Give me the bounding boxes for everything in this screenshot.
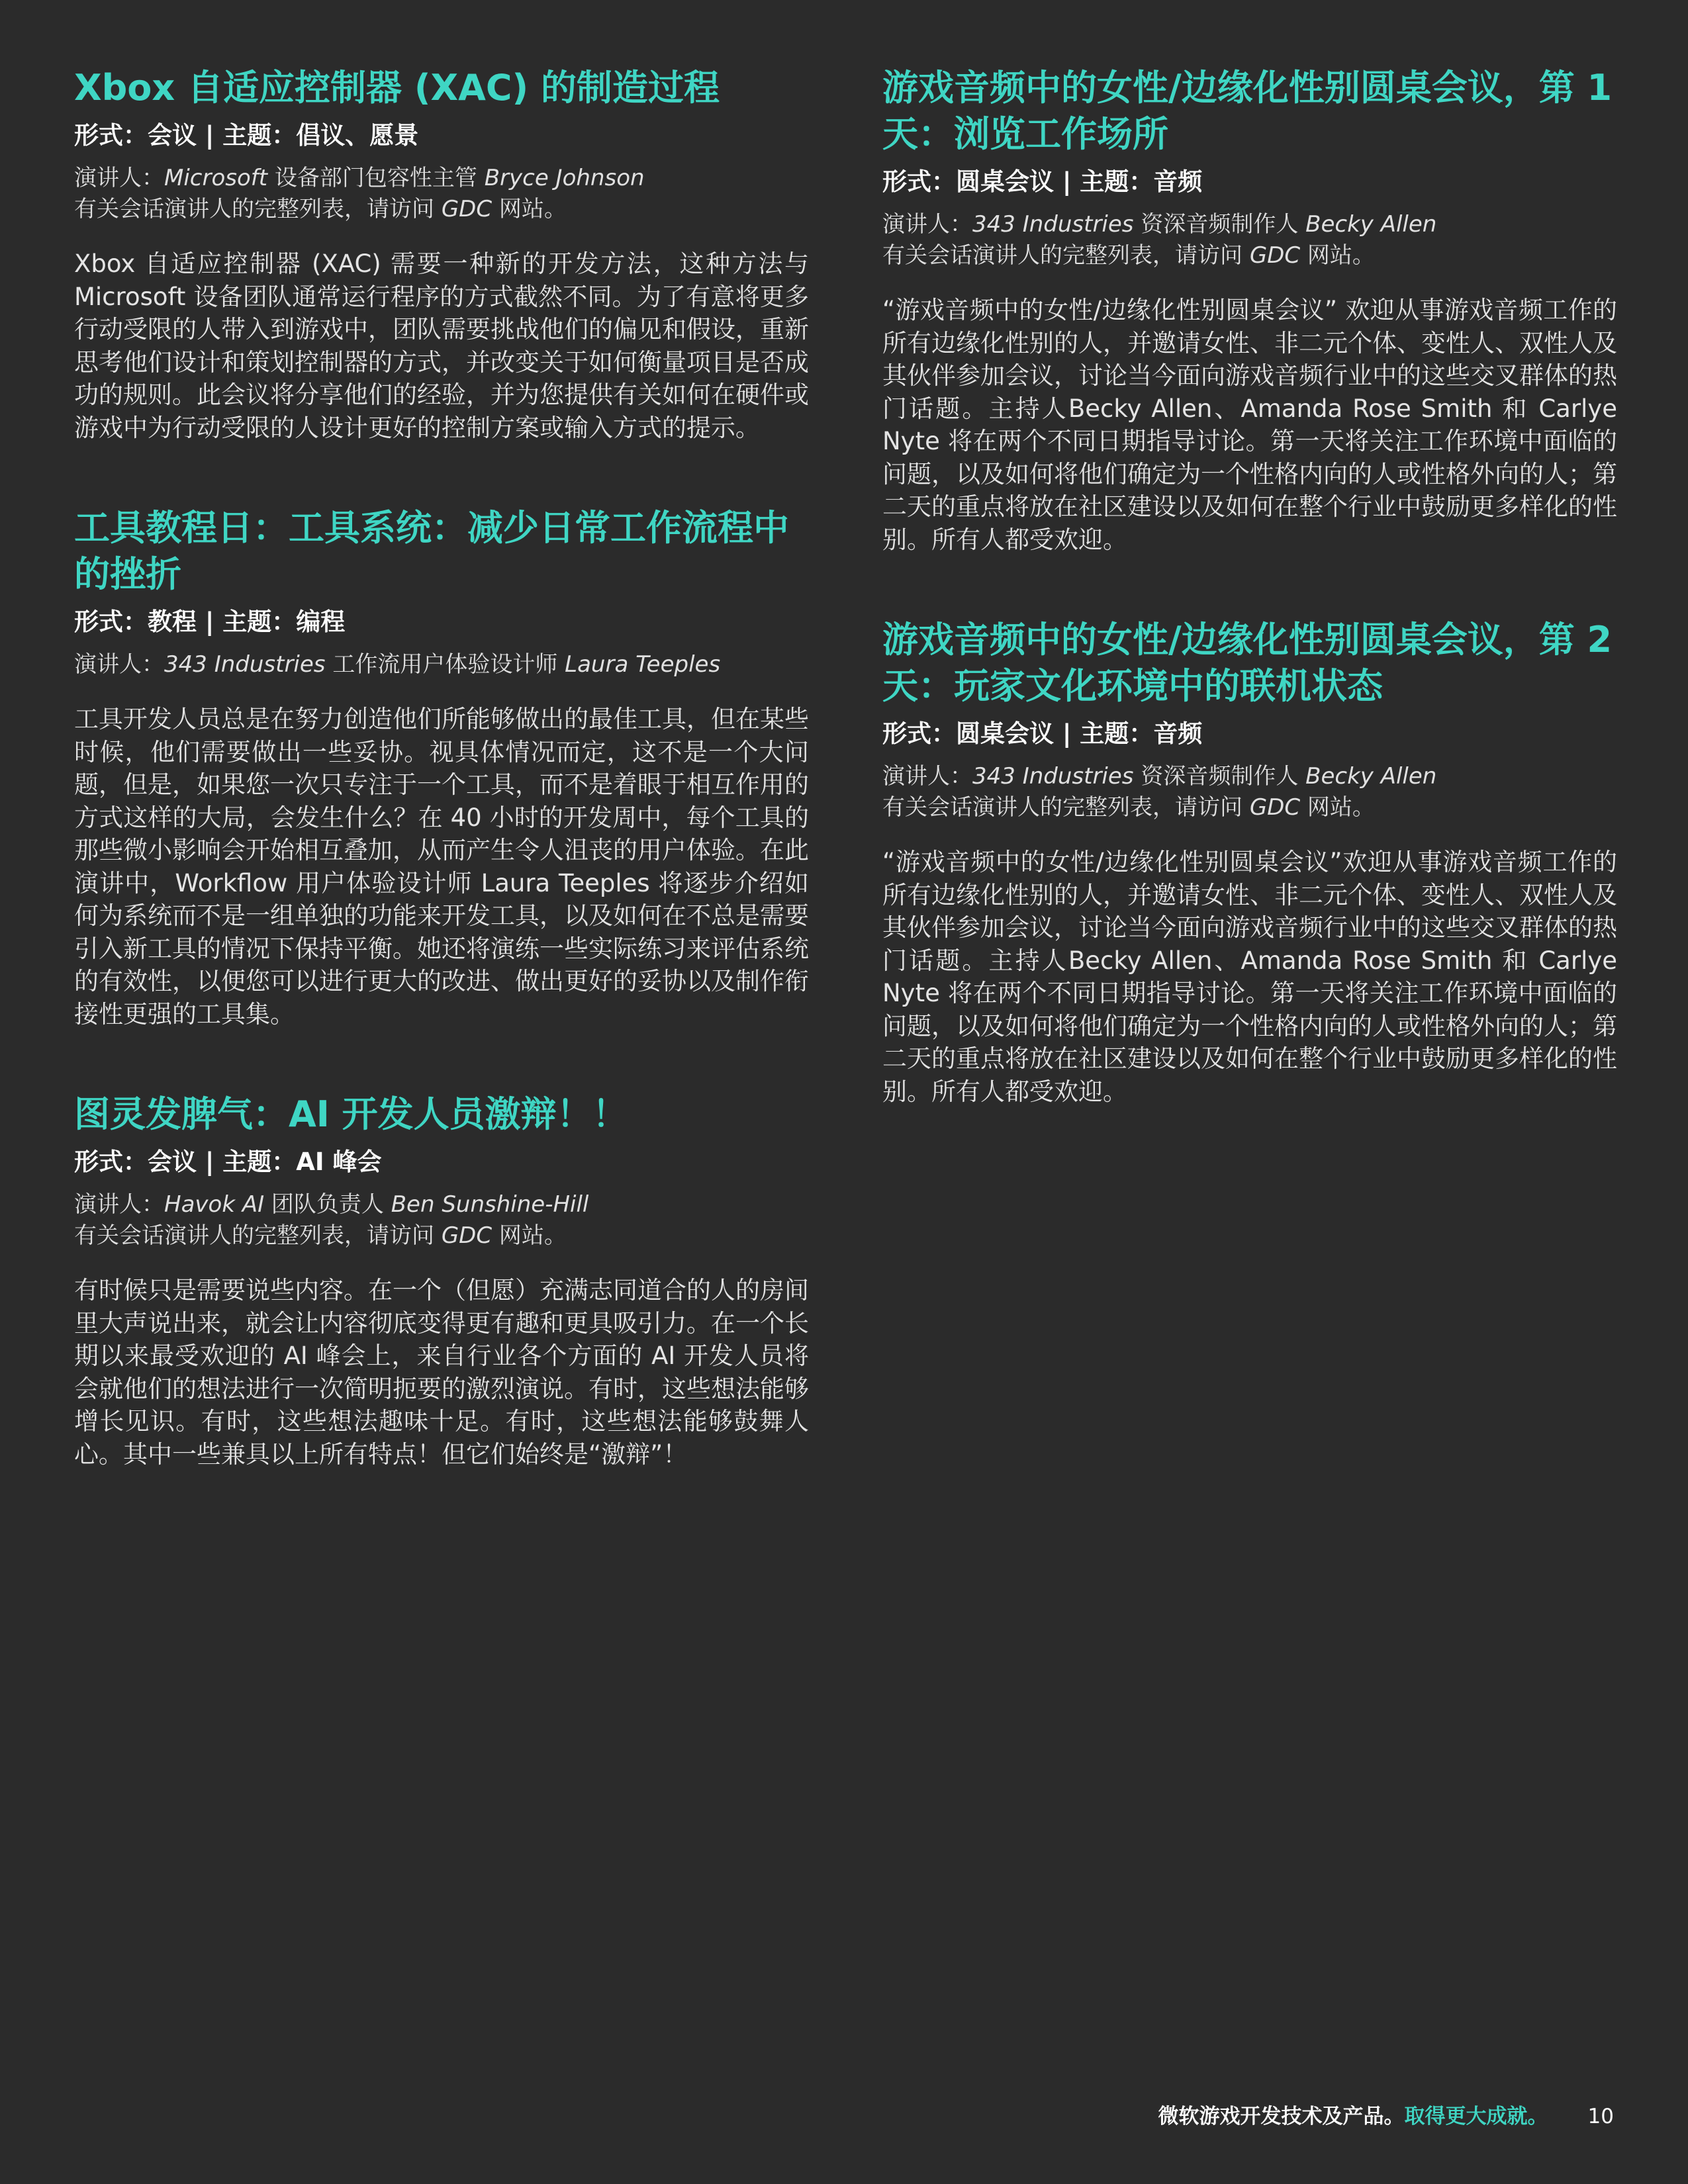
speaker-label: 演讲人： <box>882 211 972 238</box>
footer-tagline: 取得更大成就。 <box>1404 2105 1548 2128</box>
left-column <box>74 65 809 1531</box>
speaker-note-pre: 有关会话演讲人的完整列表，请访问 <box>74 1222 442 1249</box>
session-meta: 形式：圆桌会议 | 主题：音频 <box>882 719 1203 748</box>
speaker-role: 设备部门包容性主管 <box>267 165 485 191</box>
speaker-note <box>74 1220 809 1251</box>
session-tools <box>74 505 809 1030</box>
session-description: “游戏音频中的女性/边缘化性别圆桌会议” 欢迎从事游戏音频工作的所有边缘化性别的人，并邀请女性、非二元个体、变性人、双性人及其伙伴参加会议，讨论当今面向游戏音频行业中的这些交叉群体的热门话题。主持人Becky Allen、Amanda Rose Smith 和 Carlye Nyte 将在两个不同日期指导讨论。第一天将关注工作环境中面临的问题，以及如何将他们确定为一个性格内向的人或性格外向的人；第二天的重点将放在社区建设以及如何在整个行业中鼓励更多样化的性别。所有人都受欢迎。 <box>882 296 1617 554</box>
session-xac <box>74 65 809 444</box>
session-meta: 形式：会议 | 主题：AI 峰会 <box>74 1148 382 1176</box>
speaker-org: 343 Industries <box>972 763 1134 790</box>
session-meta: 形式：圆桌会议 | 主题：音频 <box>882 167 1203 196</box>
gdc-link[interactable]: GDC <box>1249 242 1301 269</box>
speaker-role: 资深音频制作人 <box>1133 763 1306 790</box>
session-audio-day-1 <box>882 65 1617 556</box>
speaker-note-post: 网站。 <box>1300 794 1375 821</box>
speaker-note <box>74 194 809 225</box>
gdc-link[interactable]: GDC <box>1249 794 1301 821</box>
session-title: 工具教程日：工具系统：减少日常工作流程中的挫折 <box>74 507 789 595</box>
speaker-label: 演讲人： <box>882 763 972 790</box>
speaker-org: 343 Industries <box>164 651 326 678</box>
speaker-name: Laura Teeples <box>565 651 721 678</box>
session-title: Xbox 自适应控制器 (XAC) 的制造过程 <box>74 67 720 109</box>
gdc-link[interactable]: GDC <box>441 1222 492 1249</box>
speaker-note-post: 网站。 <box>492 1222 567 1249</box>
speaker-role: 资深音频制作人 <box>1133 211 1306 238</box>
speaker-org: Microsoft <box>164 165 268 191</box>
footer-brand: 微软游戏开发技术及产品。 <box>1158 2105 1405 2128</box>
session-meta: 形式：教程 | 主题：编程 <box>74 608 346 636</box>
session-title: 游戏音频中的女性/边缘化性别圆桌会议，第 2 天：玩家文化环境中的联机状态 <box>882 619 1613 707</box>
speaker-line <box>74 649 809 680</box>
session-description: Xbox 自适应控制器 (XAC) 需要一种新的开发方法，这种方法与 Microsoft 设备团队通常运行程序的方式截然不同。为了有意将更多行动受限的人带入到游戏中，团队需要挑战他们的偏见和假设，重新思考他们设计和策划控制器的方式，并改变关于如何衡量项目是否成功的规则。此会议将分享他们的经验，并为您提供有关如何在硬件或游戏中为行动受限的人设计更好的控制方案或输入方式的提示。 <box>74 250 809 442</box>
speaker-note-post: 网站。 <box>1300 242 1375 269</box>
speaker-line <box>74 1189 809 1220</box>
session-title: 图灵发脾气：AI 开发人员激辩！！ <box>74 1093 628 1135</box>
session-description: 工具开发人员总是在努力创造他们所能够做出的最佳工具，但在某些时候，他们需要做出一些妥协。视具体情况而定，这不是一个大问题，但是，如果您一次只专注于一个工具，而不是着眼于相互作用的方式这样的大局，会发生什么？在 40 小时的开发周中，每个工具的那些微小影响会开始相互叠加，从而产生令人沮丧的用户体验。在此演讲中，Workflow 用户体验设计师 Laura Teeples 将逐步介绍如何为系统而不是一组单独的功能来开发工具，以及如何在不总是需要引入新工具的情况下保持平衡。她还将演练一些实际练习来评估系统的有效性，以便您可以进行更大的改进、做出更好的妥协以及制作衔接性更强的工具集。 <box>74 705 809 1028</box>
speaker-role: 工作流用户体验设计师 <box>325 651 565 678</box>
session-description: “游戏音频中的女性/边缘化性别圆桌会议”欢迎从事游戏音频工作的所有边缘化性别的人，并邀请女性、非二元个体、变性人、双性人及其伙伴参加会议，讨论当今面向游戏音频行业中的这些交叉群体的热门话题。主持人Becky Allen、Amanda Rose Smith 和 Carlye Nyte 将在两个不同日期指导讨论。第一天将关注工作环境中面临的问题，以及如何将他们确定为一个性格内向的人或性格外向的人；第二天的重点将放在社区建设以及如何在整个行业中鼓励更多样化的性别。所有人都受欢迎。 <box>882 848 1617 1106</box>
page-footer <box>1158 2102 1614 2131</box>
speaker-block <box>74 1189 809 1251</box>
session-title: 游戏音频中的女性/边缘化性别圆桌会议，第 1 天：浏览工作场所 <box>882 67 1613 155</box>
speaker-name: Bryce Johnson <box>484 165 645 191</box>
speaker-name: Becky Allen <box>1305 211 1437 238</box>
speaker-label: 演讲人： <box>74 1191 164 1218</box>
speaker-line <box>882 761 1617 792</box>
speaker-org: 343 Industries <box>972 211 1134 238</box>
speaker-role: 团队负责人 <box>264 1191 391 1218</box>
gdc-link[interactable]: GDC <box>441 196 492 222</box>
speaker-block <box>882 209 1617 271</box>
speaker-block <box>74 163 809 225</box>
speaker-label: 演讲人： <box>74 651 164 678</box>
page-number: 10 <box>1587 2105 1614 2128</box>
speaker-block <box>882 761 1617 823</box>
speaker-name: Becky Allen <box>1305 763 1437 790</box>
right-column <box>882 65 1617 1169</box>
speaker-label: 演讲人： <box>74 165 164 191</box>
speaker-name: Ben Sunshine-Hill <box>391 1191 589 1218</box>
session-meta: 形式：会议 | 主题：倡议、愿景 <box>74 121 419 150</box>
speaker-line <box>74 163 809 194</box>
speaker-org: Havok AI <box>164 1191 265 1218</box>
session-description: 有时候只是需要说些内容。在一个（但愿）充满志同道合的人的房间里大声说出来，就会让内容彻底变得更有趣和更具吸引力。在一个长期以来最受欢迎的 AI 峰会上，来自行业各个方面的 AI 开发人员将会就他们的想法进行一次简明扼要的激烈演说。有时，这些想法能够增长见识。有时，这些想法趣味十足。有时，这些想法能够鼓舞人心。其中一些兼具以上所有特点！但它们始终是“激辩”！ <box>74 1276 809 1469</box>
session-audio-day-2 <box>882 617 1617 1108</box>
speaker-block <box>74 649 809 680</box>
speaker-note-pre: 有关会话演讲人的完整列表，请访问 <box>74 196 442 222</box>
speaker-line <box>882 209 1617 240</box>
speaker-note-pre: 有关会话演讲人的完整列表，请访问 <box>882 242 1250 269</box>
session-turing <box>74 1091 809 1471</box>
speaker-note-post: 网站。 <box>492 196 567 222</box>
speaker-note <box>882 792 1617 823</box>
speaker-note <box>882 240 1617 271</box>
speaker-note-pre: 有关会话演讲人的完整列表，请访问 <box>882 794 1250 821</box>
